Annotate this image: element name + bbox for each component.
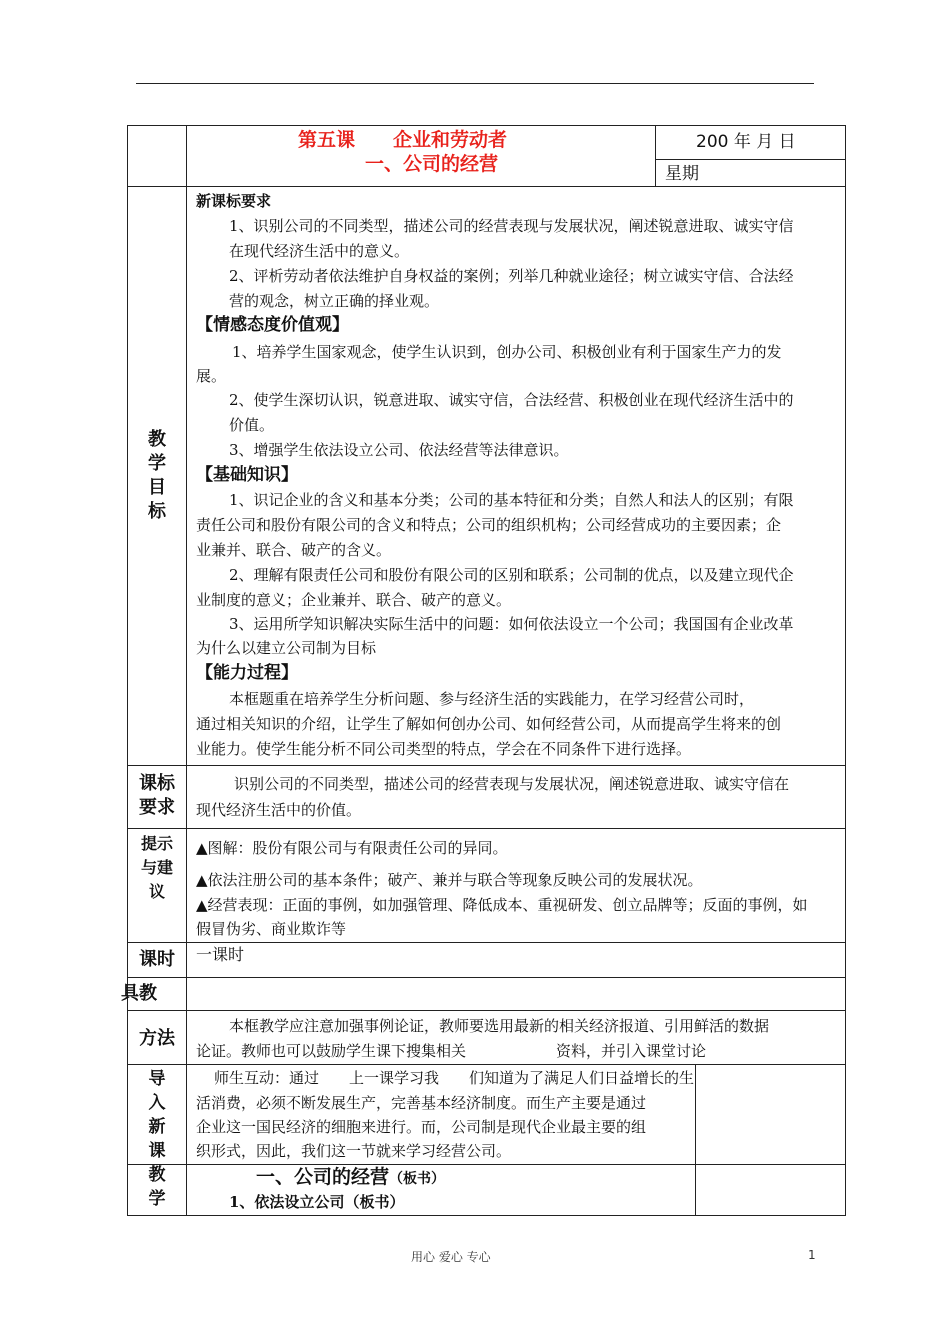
intro-line: 活消费，必须不断发展生产，完善基本经济制度。而生产主要是通过 xyxy=(196,1094,647,1112)
objective-line: 展。 xyxy=(196,367,227,385)
tips-label: 提示 与建 议 xyxy=(140,834,173,901)
method-label: 方法 xyxy=(139,1028,175,1049)
grid-line xyxy=(127,1064,846,1065)
tip-line: 假冒伪劣、商业欺诈等 xyxy=(196,920,347,938)
section-heading: 【能力过程】 xyxy=(196,663,298,683)
teaching-subheading: 1、依法设立公司（板书） xyxy=(229,1193,405,1211)
tip-line: ▲经营表现：正面的事例，如加强管理、降低成本、重视研发、创立品牌等；反面的事例，如 xyxy=(196,896,808,914)
teaching-heading-text: 一、公司的经营 xyxy=(256,1166,390,1188)
grid-line xyxy=(127,828,846,829)
objective-line: 1、识记企业的含义和基本分类；公司的基本特征和分类；自然人和法人的区别；有限 xyxy=(229,491,794,509)
lesson-title: 第五课 企业和劳动者 xyxy=(298,129,508,151)
objective-line: 业制度的意义；企业兼并、联合、破产的意义。 xyxy=(196,591,512,609)
objective-line: 1、培养学生国家观念，使学生认识到，创办公司、积极创业有利于国家生产力的发 xyxy=(232,343,782,361)
objective-line: 3、增强学生依法设立公司、依法经营等法律意识。 xyxy=(229,441,569,459)
grid-line xyxy=(186,125,187,1216)
objective-line: 业兼并、联合、破产的含义。 xyxy=(196,541,392,559)
objective-line: 3、运用所学知识解决实际生活中的问题：如何依法设立一个公司；我国国有企业改革 xyxy=(229,615,794,633)
objective-line: 为什么以建立公司制为目标 xyxy=(196,639,377,657)
grid-line xyxy=(127,942,846,943)
objective-line: 营的观念，树立正确的择业观。 xyxy=(229,292,440,310)
objective-line: 责任公司和股份有限公司的含义和特点；公司的组织机构；公司经营成功的主要因素；企 xyxy=(196,516,782,534)
grid-line xyxy=(127,186,846,187)
weekday-field: 星期 xyxy=(665,164,699,184)
objective-line: 在现代经济生活中的意义。 xyxy=(229,242,410,260)
grid-line xyxy=(695,1064,696,1216)
objective-line: 通过相关知识的介绍，让学生了解如何创办公司、如何经营公司，从而提高学生将来的创 xyxy=(196,715,782,733)
grid-line xyxy=(127,765,846,766)
hours-value: 一课时 xyxy=(196,945,245,964)
intro-line: 织形式，因此，我们这一节就来学习经营公司。 xyxy=(196,1142,512,1160)
objective-line: 本框题重在培养学生分析问题、参与经济生活的实践能力，在学习经营公司时， xyxy=(229,690,755,708)
objective-line: 2、使学生深切认识，锐意进取、诚实守信，合法经营、积极创业在现代经济生活中的 xyxy=(229,391,794,409)
objective-line: 业能力。使学生能分析不同公司类型的特点，学会在不同条件下进行选择。 xyxy=(196,740,692,758)
objectives-label: 教 学 目 标 xyxy=(148,429,166,522)
objectives-heading: 新课标要求 xyxy=(196,192,272,210)
grid-line xyxy=(655,125,656,187)
grid-line xyxy=(127,1164,846,1165)
date-field: 200 年 月 日 xyxy=(696,132,796,152)
board-note: （板书） xyxy=(389,1171,446,1187)
method-line: 本框教学应注意加强事例论证，教师要选用最新的相关经济报道、引用鲜活的数据 xyxy=(229,1017,770,1035)
hours-label: 课时 xyxy=(139,949,175,970)
grid-line xyxy=(127,1010,846,1011)
section-heading: 【情感态度价值观】 xyxy=(196,315,349,335)
objective-line: 1、识别公司的不同类型，描述公司的经营表现与发展状况，阐述锐意进取、诚实守信 xyxy=(229,217,794,235)
intro-line: 师生互动：通过 上一课学习我 们知道为了满足人们日益增长的生 xyxy=(214,1069,695,1087)
grid-line xyxy=(127,977,846,978)
objective-line: 2、理解有限责任公司和股份有限公司的区别和联系；公司制的优点，以及建立现代企 xyxy=(229,566,794,584)
method-line: 论证。教师也可以鼓励学生课下搜集相关 资料，并引入课堂讨论 xyxy=(196,1042,707,1060)
objective-line: 2、评析劳动者依法维护自身权益的案例；列举几种就业途径；树立诚实守信、合法经 xyxy=(229,267,794,285)
lesson-subtitle: 一、公司的经营 xyxy=(365,153,499,175)
footer-motto: 用心 爱心 专心 xyxy=(411,1250,491,1264)
teaching-label: 教 学 xyxy=(148,1165,166,1209)
intro-label: 导 入 新 课 xyxy=(148,1069,166,1161)
standard-line: 现代经济生活中的价值。 xyxy=(196,801,362,819)
grid-line xyxy=(655,159,846,160)
section-heading: 【基础知识】 xyxy=(196,465,298,485)
tip-line: ▲依法注册公司的基本条件；破产、兼并与联合等现象反映公司的发展状况。 xyxy=(196,871,703,889)
standard-label: 课标 要求 xyxy=(139,773,175,818)
objective-line: 价值。 xyxy=(229,416,275,434)
standard-line: 识别公司的不同类型，描述公司的经营表现与发展状况，阐述锐意进取、诚实守信在 xyxy=(234,775,790,793)
page-number: 1 xyxy=(808,1248,816,1262)
header-rule xyxy=(136,83,814,84)
tools-label: 具教 xyxy=(121,983,157,1004)
tip-line: ▲图解：股份有限公司与有限责任公司的异同。 xyxy=(196,839,508,857)
teaching-heading xyxy=(256,1167,445,1189)
intro-line: 企业这一国民经济的细胞来进行。而，公司制是现代企业最主要的组 xyxy=(196,1118,647,1136)
